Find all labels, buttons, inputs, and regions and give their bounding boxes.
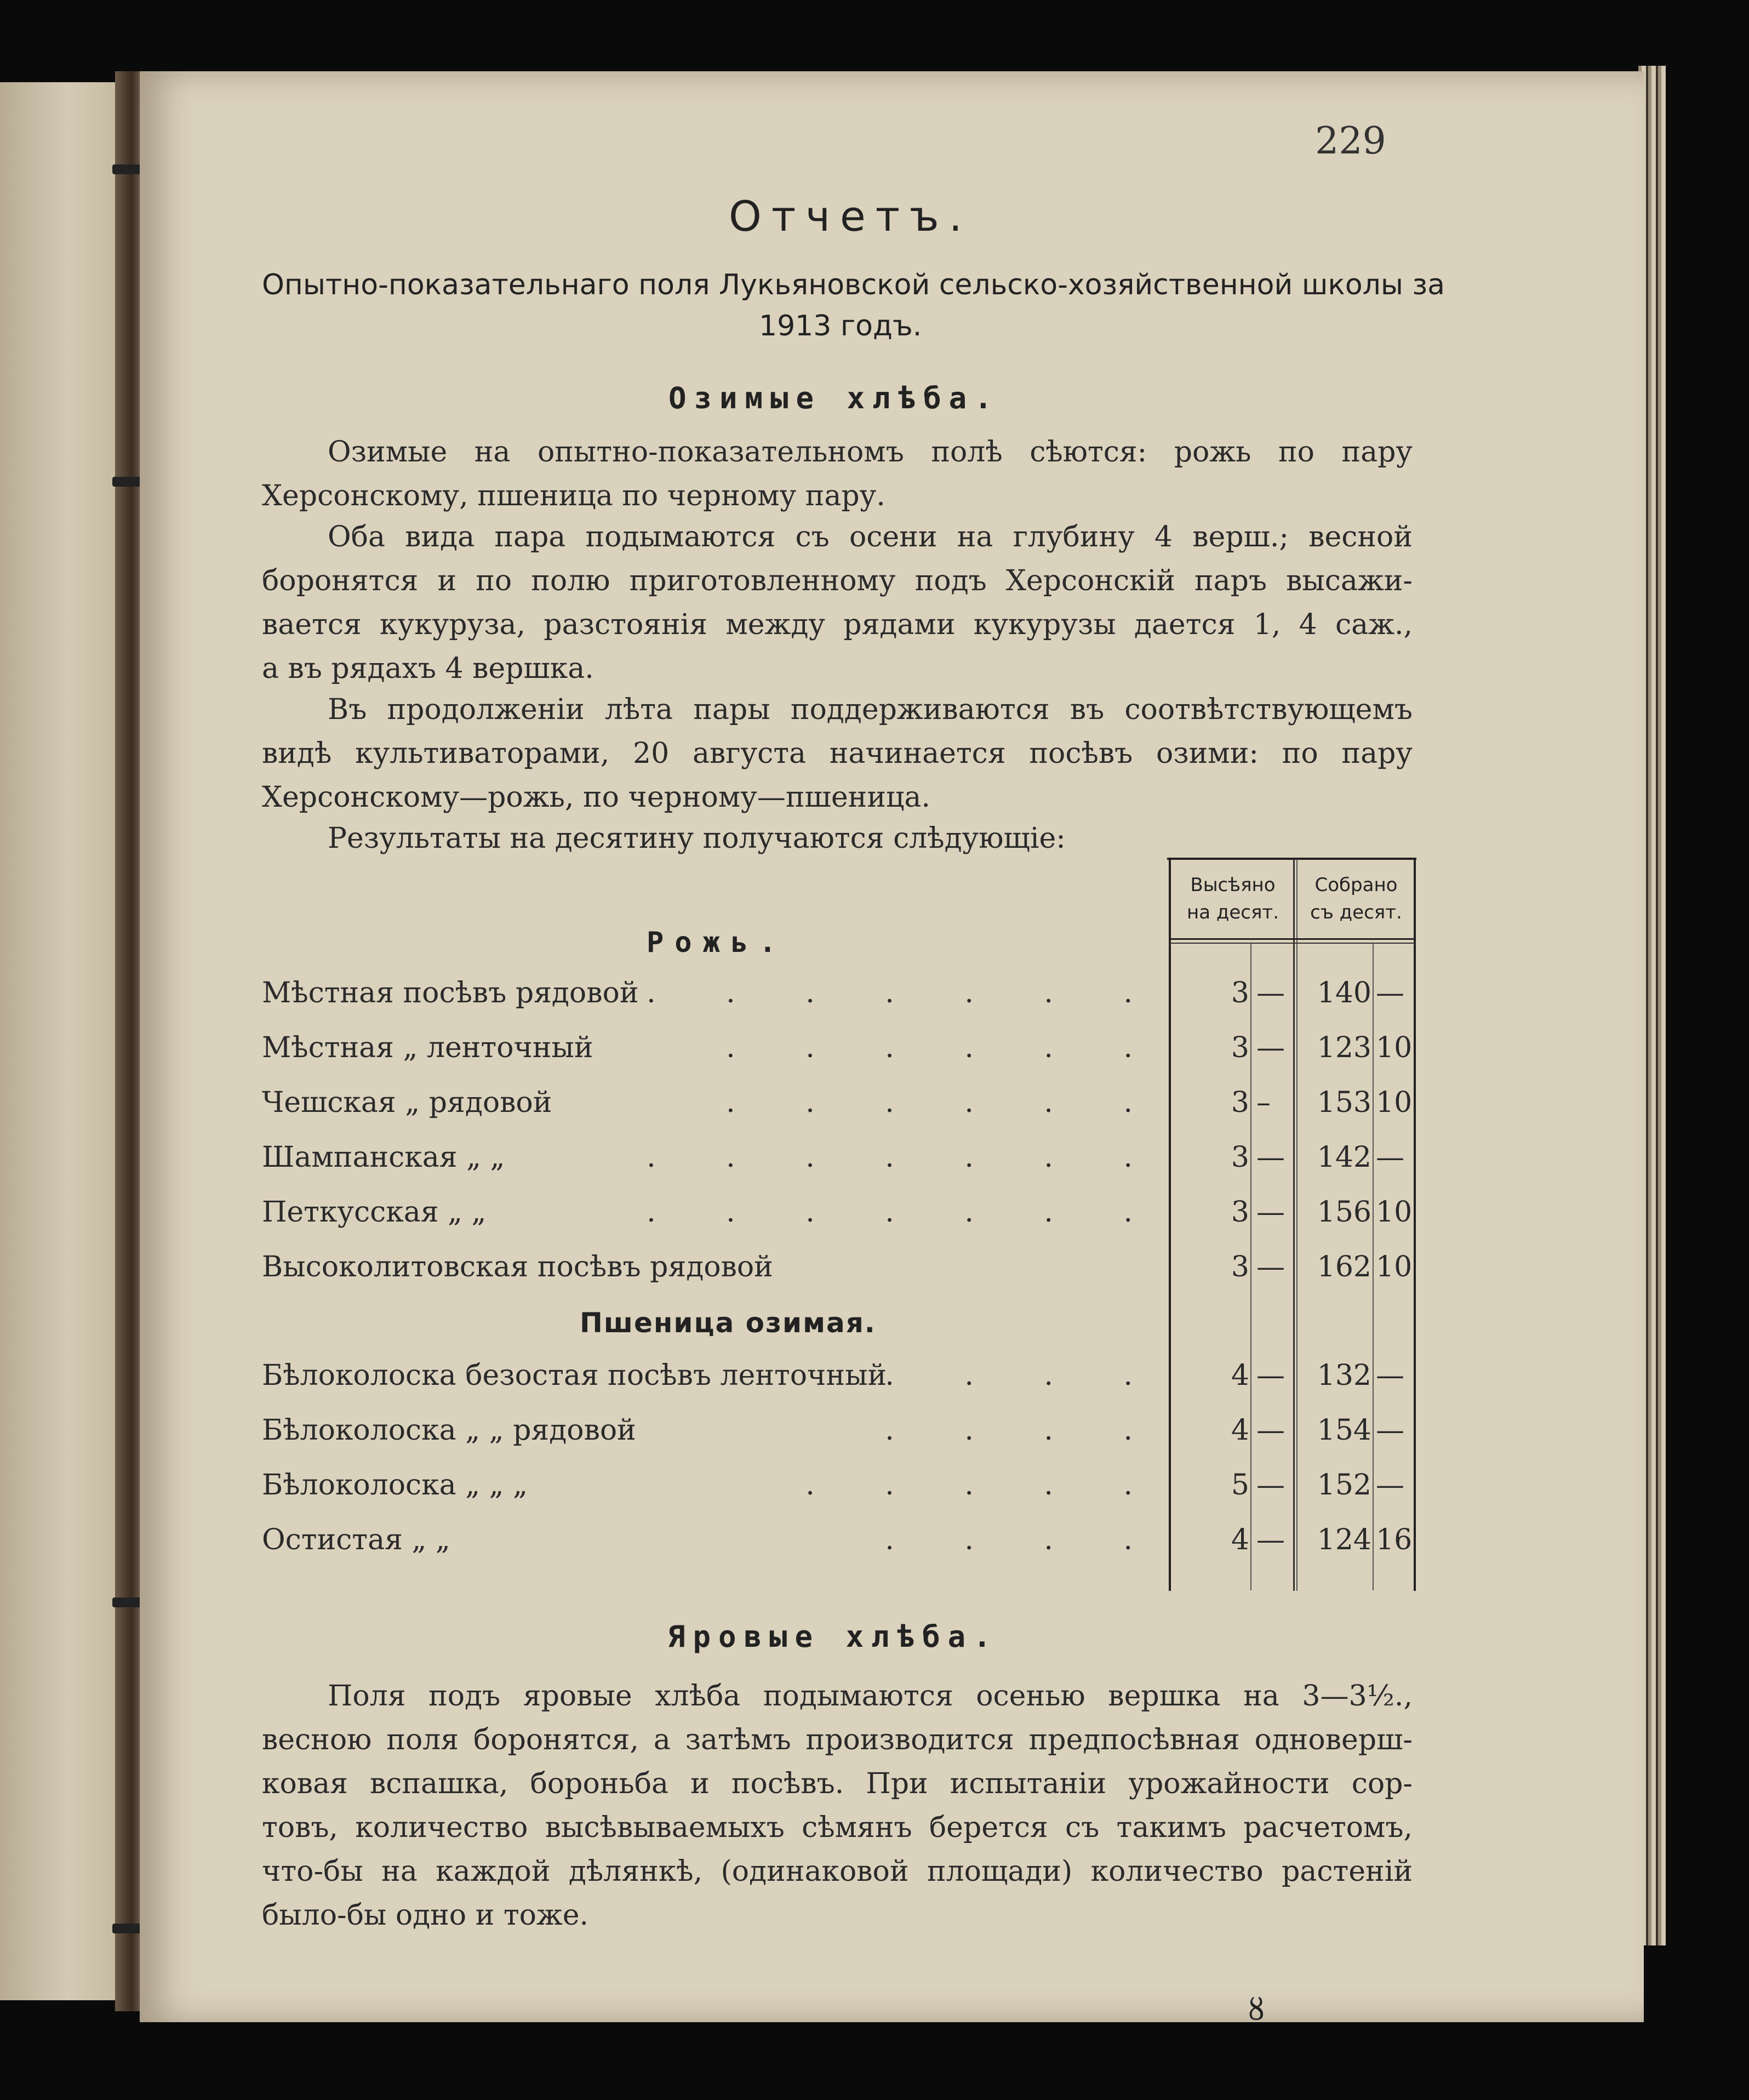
paragraph-summer-fallow bbox=[262, 688, 1413, 819]
text-line: что-бы на каждой дѣлянкѣ, (одинаковой площади) количество растеній bbox=[262, 1855, 1413, 1888]
harvested-fraction: — bbox=[1376, 1141, 1404, 1174]
column-header-harvested bbox=[1299, 871, 1414, 926]
sown-value: 3 bbox=[1231, 1086, 1249, 1119]
sown-fraction: — bbox=[1256, 1469, 1285, 1502]
text-line: вается кукуруза, разстоянія между рядами кукурузы дается 1, 4 саж., bbox=[262, 608, 1413, 641]
table-row bbox=[262, 1251, 1424, 1289]
harvested-value: 124 bbox=[1317, 1523, 1371, 1556]
table-row bbox=[262, 1414, 1424, 1452]
text-line: Въ продолженіи лѣта пары поддерживаются въ соотвѣтствующемъ bbox=[328, 693, 1413, 726]
table-row bbox=[262, 1196, 1424, 1234]
variety-name: Чешская „ рядовой bbox=[262, 1086, 552, 1119]
report-subtitle-line-1: Опытно-показательнаго поля Лукьяновской сельско-хозяйственной школы за bbox=[262, 269, 1445, 301]
rye-subheading: Рожь. bbox=[647, 926, 787, 959]
harvested-fraction: 16 bbox=[1376, 1523, 1413, 1556]
text-line: видѣ культиваторами, 20 августа начинается посѣвъ озими: по пару bbox=[262, 737, 1413, 770]
leader-dots: . . . . bbox=[885, 1359, 1163, 1392]
sown-fraction: — bbox=[1256, 1414, 1285, 1447]
table-row bbox=[262, 1031, 1424, 1070]
signature-mark: ȣ bbox=[1248, 1992, 1265, 2027]
variety-name: Мѣстная „ ленточный bbox=[262, 1031, 593, 1064]
harvested-value: 156 bbox=[1317, 1196, 1371, 1229]
leader-dots: . . . . bbox=[885, 1414, 1163, 1447]
variety-name: Остистая „ „ bbox=[262, 1523, 450, 1556]
harvested-fraction: 10 bbox=[1376, 1031, 1413, 1064]
text-line: весною поля боронятся, а затѣмъ производится предпосѣвная одноверш- bbox=[262, 1724, 1413, 1756]
variety-name: Шампанская „ „ bbox=[262, 1141, 505, 1174]
harvested-fraction: — bbox=[1376, 1414, 1404, 1447]
sown-value: 3 bbox=[1231, 1141, 1249, 1174]
text-line: ковая вспашка, бороньба и посѣвъ. При испытаніи урожайности сор- bbox=[262, 1767, 1413, 1800]
leader-dots: . . . . . . bbox=[726, 1031, 1163, 1064]
variety-name: Высоколитовская посѣвъ рядовой bbox=[262, 1251, 773, 1283]
leader-dots: . . . . . . . bbox=[647, 977, 1163, 1009]
winter-crops-heading: Озимые хлѣба. bbox=[668, 381, 1000, 415]
table-row bbox=[262, 977, 1424, 1015]
harvested-value: 153 bbox=[1317, 1086, 1371, 1119]
table-row bbox=[262, 1359, 1424, 1397]
paragraph-results-intro bbox=[262, 817, 1413, 860]
leader-dots: . . . . . . bbox=[726, 1086, 1163, 1119]
variety-name: Бѣлоколоска „ „ „ bbox=[262, 1469, 528, 1502]
harvested-value: 152 bbox=[1317, 1469, 1371, 1502]
leader-dots: . . . . . . . bbox=[647, 1141, 1163, 1174]
text-line: товъ, количество высѣвываемыхъ сѣмянъ берется съ такимъ расчетомъ, bbox=[262, 1811, 1413, 1844]
page-number: 229 bbox=[1315, 119, 1386, 163]
leader-dots: . . . . bbox=[885, 1523, 1163, 1556]
sown-fraction: — bbox=[1256, 1359, 1285, 1392]
harvested-fraction: 10 bbox=[1376, 1196, 1413, 1229]
harvested-value: 142 bbox=[1317, 1141, 1371, 1174]
text-line: боронятся и по полю приготовленному подъ Херсонскій паръ высажи- bbox=[262, 564, 1413, 597]
sown-fraction: — bbox=[1256, 1141, 1285, 1174]
sown-fraction: – bbox=[1256, 1086, 1271, 1119]
column-header-line: на десят. bbox=[1186, 901, 1279, 923]
winter-wheat-subheading: Пшеница озимая. bbox=[580, 1307, 876, 1339]
column-header-line: Собрано bbox=[1314, 874, 1398, 896]
text-line: Поля подъ яровые хлѣба подымаются осенью вершка на 3—3½., bbox=[328, 1680, 1413, 1713]
table-row bbox=[262, 1141, 1424, 1179]
sown-value: 3 bbox=[1231, 1196, 1249, 1229]
table-row bbox=[262, 1469, 1424, 1507]
variety-name: Бѣлоколоска безостая посѣвъ ленточный bbox=[262, 1359, 887, 1392]
paragraph-spring-crops bbox=[262, 1674, 1413, 1937]
sown-value: 3 bbox=[1231, 1031, 1249, 1064]
sown-fraction: — bbox=[1256, 1523, 1285, 1556]
paragraph-fallow-prep bbox=[262, 515, 1413, 691]
text-line: Результаты на десятину получаются слѣдующіе: bbox=[328, 822, 1066, 855]
report-subtitle-line-2: 1913 годъ. bbox=[759, 310, 922, 343]
text-line: а въ рядахъ 4 вершка. bbox=[262, 652, 594, 685]
table-row bbox=[262, 1086, 1424, 1125]
sown-value: 4 bbox=[1231, 1414, 1249, 1447]
harvested-value: 132 bbox=[1317, 1359, 1371, 1392]
text-line: было-бы одно и тоже. bbox=[262, 1899, 589, 1932]
sown-fraction: — bbox=[1256, 977, 1285, 1009]
sown-fraction: — bbox=[1256, 1196, 1285, 1229]
text-line: Озимые на опытно-показательномъ полѣ сѣются: рожь по пару bbox=[328, 436, 1413, 469]
text-line: Херсонскому—рожь, по черному—пшеница. bbox=[262, 781, 930, 814]
left-page-edge bbox=[0, 82, 123, 2000]
spring-crops-heading: Яровые хлѣба. bbox=[667, 1619, 999, 1654]
table-rule bbox=[1170, 938, 1415, 940]
table-rule bbox=[1170, 943, 1415, 944]
harvested-fraction: — bbox=[1376, 977, 1404, 1009]
text-line: Оба вида пара подымаются съ осени на глубину 4 верш.; весной bbox=[328, 521, 1413, 553]
harvested-fraction: 10 bbox=[1376, 1251, 1413, 1283]
harvested-value: 162 bbox=[1317, 1251, 1371, 1283]
report-title: Отчетъ. bbox=[729, 192, 972, 241]
sown-fraction: — bbox=[1256, 1251, 1285, 1283]
sown-value: 3 bbox=[1231, 1251, 1249, 1283]
table-row bbox=[262, 1523, 1424, 1562]
harvested-fraction: — bbox=[1376, 1469, 1404, 1502]
variety-name: Петкусская „ „ bbox=[262, 1196, 487, 1229]
sown-value: 3 bbox=[1231, 977, 1249, 1009]
harvested-value: 140 bbox=[1317, 977, 1371, 1009]
column-header-line: съ десят. bbox=[1310, 901, 1402, 923]
leader-dots: . . . . . . . bbox=[647, 1196, 1163, 1229]
harvested-value: 123 bbox=[1317, 1031, 1371, 1064]
harvested-fraction: 10 bbox=[1376, 1086, 1413, 1119]
sown-fraction: — bbox=[1256, 1031, 1285, 1064]
text-line: Херсонскому, пшеница по черному пару. bbox=[262, 480, 885, 512]
leader-dots: . . . . . bbox=[805, 1469, 1163, 1502]
paragraph-winter-sowing bbox=[262, 430, 1413, 518]
sown-value: 4 bbox=[1231, 1523, 1249, 1556]
variety-name: Бѣлоколоска „ „ рядовой bbox=[262, 1414, 636, 1447]
column-header-sown bbox=[1173, 871, 1293, 926]
variety-name: Мѣстная посѣвъ рядовой bbox=[262, 977, 639, 1009]
harvested-value: 154 bbox=[1317, 1414, 1371, 1447]
column-header-line: Высѣяно bbox=[1190, 874, 1276, 896]
sown-value: 4 bbox=[1231, 1359, 1249, 1392]
harvested-fraction: — bbox=[1376, 1359, 1404, 1392]
sown-value: 5 bbox=[1231, 1469, 1249, 1502]
